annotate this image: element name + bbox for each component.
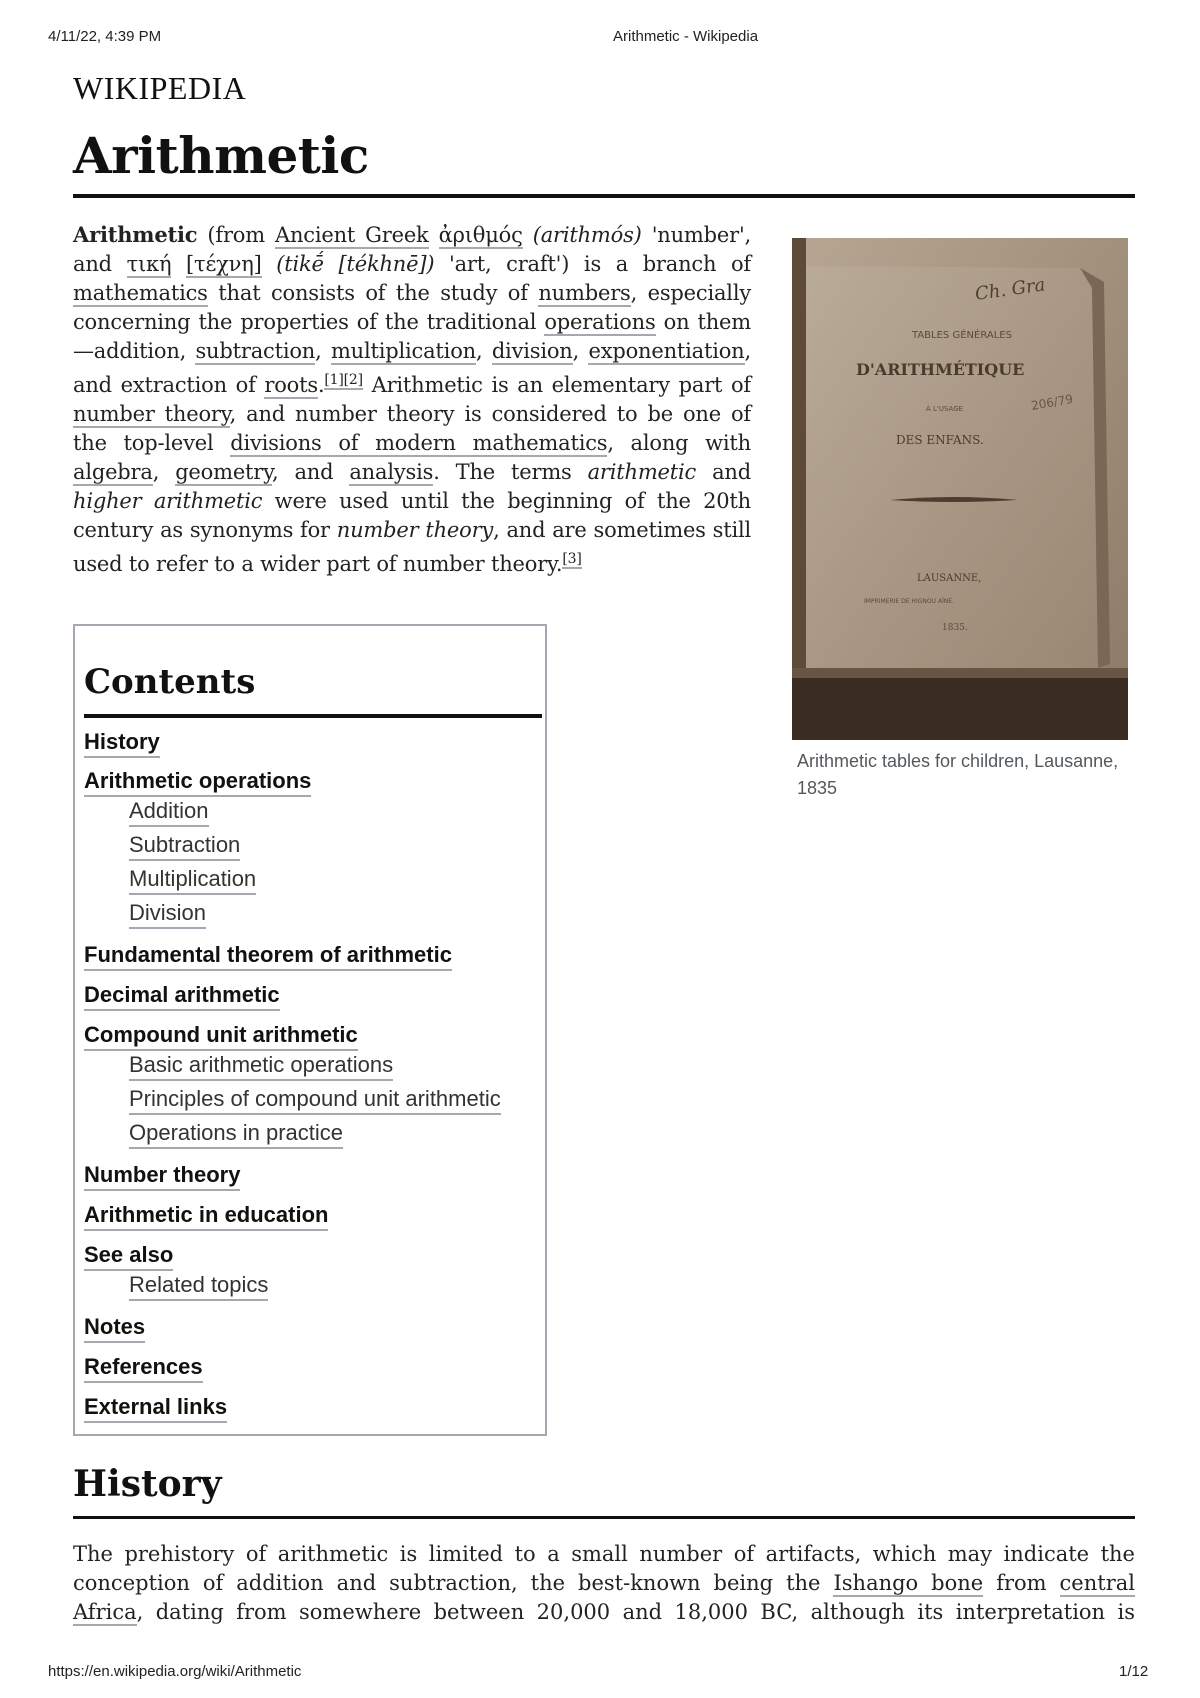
history-paragraph xyxy=(73,1540,1135,1627)
link-africa[interactable]: Africa xyxy=(73,1600,137,1624)
term-higher-arithmetic: higher arithmetic xyxy=(73,489,263,513)
book-text-3: À L'USAGE xyxy=(926,405,964,413)
text: , along with xyxy=(607,431,751,455)
table-of-contents xyxy=(73,624,547,1436)
link-exponentiation[interactable]: exponentiation xyxy=(588,339,745,363)
toc-item-decimal-arithmetic[interactable]: Decimal arithmetic xyxy=(84,981,280,1011)
handwriting-number: 206/79 xyxy=(1030,391,1075,413)
toc-item-external-links[interactable]: External links xyxy=(84,1393,227,1423)
link-ancient-greek[interactable]: Ancient Greek xyxy=(274,223,429,247)
book-text-7: 1835. xyxy=(942,623,968,633)
text xyxy=(523,223,533,247)
link-multiplication[interactable]: multiplication xyxy=(330,339,476,363)
toc-title: Contents xyxy=(84,662,256,702)
book-cover xyxy=(806,266,1098,670)
text: , xyxy=(152,460,176,484)
handwriting-signature: Ch. Gra xyxy=(973,274,1047,305)
toc-item-subtraction[interactable]: Subtraction xyxy=(129,831,240,861)
book-cover-image[interactable] xyxy=(792,238,1128,740)
text: on them—addition, xyxy=(73,310,751,363)
toc-item-notes[interactable]: Notes xyxy=(84,1313,145,1343)
link-arithmos-greek[interactable]: ἀριθμός xyxy=(438,223,523,247)
text: , and are sometimes still used to refer to a wider part of number theory. xyxy=(73,518,752,576)
text xyxy=(429,223,439,247)
link-divisions-of-mathematics[interactable]: divisions of modern mathematics xyxy=(230,431,608,455)
text: , dating from somewhere between 20,000 and 18,000 BC, although its interpretation is xyxy=(136,1600,1135,1624)
link-ishango-bone[interactable]: Ishango bone xyxy=(833,1571,984,1595)
text: . The terms xyxy=(433,460,588,484)
toc-item-basic-operations[interactable]: Basic arithmetic operations xyxy=(129,1051,393,1081)
text: were used until the beginning of the 20th century as synonyms for xyxy=(73,489,751,542)
toc-item-arithmetic-operations[interactable]: Arithmetic operations xyxy=(84,767,311,797)
citation-2[interactable]: [2] xyxy=(343,372,363,388)
link-roots[interactable]: roots xyxy=(264,373,318,397)
toc-item-number-theory[interactable]: Number theory xyxy=(84,1161,240,1191)
toc-item-arithmetic-in-education[interactable]: Arithmetic in education xyxy=(84,1201,328,1231)
text: from xyxy=(983,1571,1060,1595)
text xyxy=(324,252,339,276)
text xyxy=(171,252,186,276)
shelf-edge xyxy=(792,668,1128,678)
link-subtraction[interactable]: subtraction xyxy=(195,339,316,363)
toc-item-references[interactable]: References xyxy=(84,1353,203,1383)
text: , xyxy=(315,339,331,363)
photo-left-shadow xyxy=(792,238,806,740)
text: . xyxy=(317,373,325,397)
link-central[interactable]: central xyxy=(1059,1571,1135,1595)
link-operations[interactable]: operations xyxy=(544,310,656,334)
book-text-1: TABLES GÉNÉRALES xyxy=(912,330,1012,341)
link-tike-greek[interactable]: τική xyxy=(126,252,172,276)
book-text-4: DES ENFANS. xyxy=(896,433,984,447)
text: , and number theory is considered to be one of the top-level xyxy=(73,402,751,455)
bold-term: Arithmetic xyxy=(73,222,198,247)
section-rule xyxy=(73,1516,1135,1519)
toc-item-operations-in-practice[interactable]: Operations in practice xyxy=(129,1119,343,1149)
toc-item-history[interactable]: History xyxy=(84,728,160,758)
transliteration-arithmos: (arithmós) xyxy=(532,223,642,247)
toc-item-addition[interactable]: Addition xyxy=(129,797,209,827)
print-page-number: 1/12 xyxy=(1119,1663,1149,1680)
toc-item-multiplication[interactable]: Multiplication xyxy=(129,865,256,895)
toc-rule xyxy=(84,714,542,718)
citation-1[interactable]: [1] xyxy=(324,372,344,388)
print-datetime: 4/11/22, 4:39 PM xyxy=(48,28,162,45)
transliteration-tike[interactable]: (tikḗ xyxy=(276,252,324,276)
transliteration-tekhne[interactable]: [tékhnē]) xyxy=(338,252,435,276)
term-number-theory: number theory xyxy=(336,518,494,542)
wikipedia-logo[interactable]: WIKIPEDIA xyxy=(73,70,247,106)
text: The prehistory of arithmetic is limited to a small number of artifacts, which may indicate the conception of addition and subtraction, the best-known being the xyxy=(73,1542,1135,1595)
link-analysis[interactable]: analysis xyxy=(349,460,434,484)
text: , xyxy=(475,339,492,363)
intro-paragraph xyxy=(73,220,751,579)
figure-caption: Arithmetic tables for children, Lausanne, 1835 xyxy=(797,751,1119,798)
print-doc-title: Arithmetic - Wikipedia xyxy=(613,28,759,45)
link-numbers[interactable]: numbers xyxy=(538,281,631,305)
page-title: Arithmetic xyxy=(73,126,369,185)
toc-item-see-also[interactable]: See also xyxy=(84,1241,173,1271)
text: and xyxy=(696,460,751,484)
text: Arithmetic is an elementary part of xyxy=(362,373,751,397)
link-mathematics[interactable]: mathematics xyxy=(73,281,208,305)
text: , especially concerning the properties of the traditional xyxy=(73,281,751,334)
toc-item-division[interactable]: Division xyxy=(129,899,206,929)
toc-item-fundamental-theorem[interactable]: Fundamental theorem of arithmetic xyxy=(84,941,452,971)
citation-3[interactable]: [3] xyxy=(562,551,582,567)
section-title-history: History xyxy=(73,1463,222,1505)
link-geometry[interactable]: geometry xyxy=(175,460,272,484)
text: that consists of the study of xyxy=(207,281,539,305)
toc-item-compound-unit-arithmetic[interactable]: Compound unit arithmetic xyxy=(84,1021,358,1051)
term-arithmetic: arithmetic xyxy=(587,460,697,484)
print-url: https://en.wikipedia.org/wiki/Arithmetic xyxy=(48,1663,302,1680)
text: 'art, craft') is a branch of xyxy=(434,252,751,276)
text: , and xyxy=(272,460,350,484)
book-text-5: LAUSANNE, xyxy=(917,573,982,584)
toc-item-related-topics[interactable]: Related topics xyxy=(129,1271,268,1301)
text: , and extraction of xyxy=(73,339,751,397)
title-rule xyxy=(73,194,1135,198)
link-division[interactable]: division xyxy=(491,339,573,363)
link-tekhne-greek[interactable]: [τέχνη] xyxy=(186,252,262,276)
book-text-6: IMPRIMERIE DE HIGNOU AÎNÉ. xyxy=(864,598,954,605)
shelf xyxy=(792,668,1128,740)
link-algebra[interactable]: algebra xyxy=(73,460,153,484)
link-number-theory[interactable]: number theory xyxy=(73,402,230,426)
book-photo xyxy=(792,238,1128,740)
book-text-2: D'ARITHMÉTIQUE xyxy=(856,360,1025,379)
text: 'number', and xyxy=(73,223,751,276)
text: (from xyxy=(197,223,275,247)
toc-item-principles-compound-unit[interactable]: Principles of compound unit arithmetic xyxy=(129,1085,501,1115)
text xyxy=(262,252,277,276)
text: , xyxy=(572,339,589,363)
